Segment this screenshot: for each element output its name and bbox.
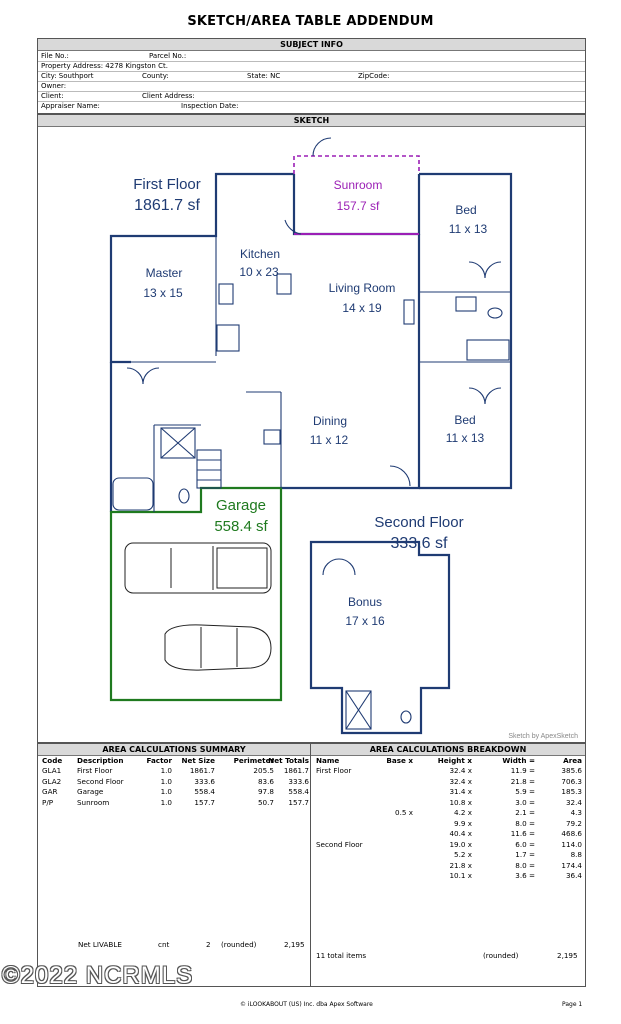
client-address: Client Address:: [142, 92, 195, 100]
county: County:: [142, 72, 169, 80]
net-livable-count: 2: [206, 940, 211, 949]
inspection-date: Inspection Date:: [181, 102, 239, 110]
summary-cell: P/P: [42, 797, 54, 807]
copyright: © iLOOKABOUT (US) Inc. dba Apex Software: [240, 1001, 373, 1008]
subject-info-band: SUBJECT INFO: [38, 39, 585, 51]
state: State: NC: [247, 72, 281, 80]
summary-cell: 1.0: [160, 776, 172, 786]
summary-cell: 83.6: [257, 776, 274, 786]
living-room-label: Living Room: [328, 281, 396, 295]
summary-cell: Second Floor: [77, 776, 124, 786]
area-summary-band: AREA CALCULATIONS SUMMARY: [38, 744, 310, 756]
summary-cell: 1.0: [160, 787, 172, 796]
breakdown-cell: 3.6 =: [515, 871, 535, 880]
summary-header: Net Size: [181, 756, 215, 765]
file-no-label: File No.:: [41, 52, 69, 60]
summary-cell: 558.4: [194, 787, 215, 796]
breakdown-cell: 32.4 x: [449, 766, 472, 775]
breakdown-cell: 19.0 x: [449, 839, 472, 849]
summary-cell: 558.4: [288, 787, 309, 796]
summary-cell: 1.0: [160, 797, 172, 807]
area-breakdown-band: AREA CALCULATIONS BREAKDOWN: [311, 744, 585, 756]
breakdown-cell: 8.0 =: [515, 818, 535, 828]
bonus-label: Bonus: [347, 595, 383, 609]
watermark: ©2022 NCRMLS: [2, 962, 194, 989]
summary-cell: 333.6: [288, 776, 309, 786]
summary-cell: 205.5: [253, 766, 274, 775]
garage-label: Garage: [215, 497, 267, 514]
breakdown-cell: 6.0 =: [515, 839, 535, 849]
summary-cell: 1.0: [160, 766, 172, 775]
summary-header: Factor: [146, 756, 172, 765]
breakdown-header: Name: [316, 756, 340, 765]
first-floor-wall-south: [281, 362, 419, 488]
master-label: Master: [145, 266, 183, 280]
summary-cell: Sunroom: [77, 797, 110, 807]
total-items: 11 total items: [316, 951, 367, 960]
summary-cell: 157.7: [194, 797, 215, 807]
breakdown-cell: 4.2 x: [454, 808, 472, 817]
breakdown-header: Base x: [386, 756, 413, 765]
breakdown-cell: 32.4: [565, 797, 582, 807]
truck-icon: [125, 543, 271, 593]
breakdown-header: Height x: [437, 756, 472, 765]
breakdown-cell: 31.4 x: [449, 787, 472, 796]
sunroom-sf: 157.7 sf: [336, 199, 380, 213]
breakdown-cell: 5.9 =: [515, 787, 535, 796]
breakdown-cell: 10.1 x: [449, 871, 472, 880]
breakdown-cell: 10.8 x: [449, 797, 472, 807]
breakdown-cell: 1.7 =: [515, 850, 535, 859]
bed1-label: Bed: [455, 203, 477, 217]
breakdown-cell: 4.3: [570, 808, 582, 817]
breakdown-cell: 185.3: [561, 787, 582, 796]
breakdown-cell: 21.8 =: [510, 776, 535, 786]
breakdown-header: Area: [563, 756, 582, 765]
sketch-section: [37, 114, 586, 743]
appraiser-name: Appraiser Name:: [41, 102, 100, 110]
page-number: Page 1: [562, 1001, 583, 1008]
city: City: Southport: [41, 72, 94, 80]
summary-cell: 333.6: [194, 776, 215, 786]
dining-dim: 11 x 12: [309, 433, 349, 447]
second-floor-sf: 333.6 sf: [390, 535, 448, 552]
sunroom-label: Sunroom: [333, 178, 383, 192]
net-livable-total: 2,195: [284, 940, 305, 949]
breakdown-cell: 32.4 x: [449, 776, 472, 786]
sketch-band: SKETCH: [38, 115, 585, 127]
living-room-dim: 14 x 19: [342, 301, 382, 315]
garage-sf: 558.4 sf: [214, 518, 268, 535]
net-livable-label: Net LIVABLE: [78, 940, 122, 949]
owner: Owner:: [41, 82, 67, 90]
floor-plan-sketch: [38, 127, 585, 741]
summary-cell: Garage: [77, 787, 104, 796]
property-address: Property Address: 4278 Kingston Ct.: [41, 62, 168, 70]
parcel-no-label: Parcel No.:: [149, 52, 187, 60]
bonus-dim: 17 x 16: [345, 614, 385, 628]
breakdown-cell: 79.2: [565, 818, 582, 828]
sketch-credit: Sketch by ApexSketch: [508, 733, 578, 740]
second-floor-label: Second Floor: [374, 514, 464, 531]
subject-row-6: [38, 101, 585, 111]
summary-cell: GLA1: [42, 766, 62, 775]
client: Client:: [41, 92, 64, 100]
summary-cell: 157.7: [288, 797, 309, 807]
summary-cell: 1861.7: [189, 766, 215, 775]
master-dim: 13 x 15: [143, 286, 183, 300]
subject-info-section: [37, 38, 586, 114]
zipcode: ZipCode:: [358, 72, 390, 80]
sunroom-outline: [294, 156, 419, 174]
summary-cell: 1861.7: [283, 766, 309, 775]
breakdown-header: Width =: [502, 756, 535, 765]
total-rounded: (rounded): [483, 951, 519, 960]
total-value: 2,195: [557, 951, 578, 960]
bed2-label: Bed: [454, 413, 476, 427]
kitchen-dim: 10 x 23: [239, 265, 279, 279]
breakdown-cell: 40.4 x: [449, 829, 472, 838]
breakdown-cell: 114.0: [561, 839, 582, 849]
net-livable-cnt: cnt: [158, 940, 170, 949]
breakdown-cell: 11.6 =: [510, 829, 535, 838]
summary-cell: 50.7: [257, 797, 274, 807]
breakdown-cell: 9.9 x: [454, 818, 472, 828]
breakdown-cell: Second Floor: [316, 839, 363, 849]
car-icon: [165, 625, 271, 670]
breakdown-cell: 3.0 =: [515, 797, 535, 807]
first-floor-label: First Floor: [133, 176, 201, 193]
area-breakdown-section: [310, 743, 586, 987]
breakdown-cell: 11.9 =: [510, 766, 535, 775]
second-floor-outline: [311, 542, 449, 733]
breakdown-cell: 5.2 x: [454, 850, 472, 859]
summary-cell: GAR: [42, 787, 58, 796]
breakdown-cell: 706.3: [561, 776, 582, 786]
bed1-dim: 11 x 13: [448, 222, 488, 236]
area-summary-section: [37, 743, 311, 987]
breakdown-cell: First Floor: [316, 766, 352, 775]
breakdown-cell: 8.8: [570, 850, 582, 859]
page-title: SKETCH/AREA TABLE ADDENDUM: [187, 14, 434, 29]
bed2-dim: 11 x 13: [445, 431, 485, 445]
summary-header: Description: [77, 756, 124, 765]
breakdown-cell: 2.1 =: [515, 808, 535, 817]
summary-cell: First Floor: [77, 766, 113, 775]
dining-label: Dining: [312, 414, 348, 428]
summary-header: Perimeter: [233, 756, 274, 765]
first-floor-sf: 1861.7 sf: [134, 197, 200, 214]
breakdown-cell: 0.5 x: [395, 808, 413, 817]
summary-cell: 97.8: [257, 787, 274, 796]
breakdown-cell: 8.0 =: [515, 860, 535, 870]
breakdown-cell: 385.6: [561, 766, 582, 775]
breakdown-cell: 21.8 x: [449, 860, 472, 870]
summary-header: Net Totals: [268, 756, 309, 765]
breakdown-cell: 174.4: [561, 860, 582, 870]
summary-cell: GLA2: [42, 776, 62, 786]
breakdown-cell: 468.6: [561, 829, 582, 838]
kitchen-label: Kitchen: [239, 247, 281, 261]
summary-header: Code: [42, 756, 63, 765]
breakdown-cell: 36.4: [565, 871, 582, 880]
net-livable-rounded: (rounded): [221, 940, 257, 949]
